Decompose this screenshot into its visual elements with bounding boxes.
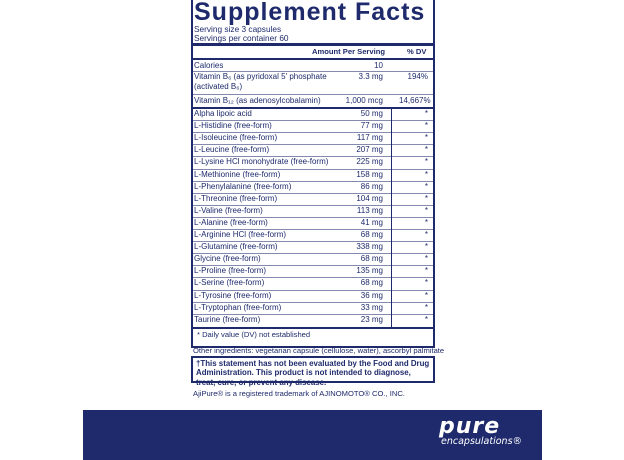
row-divider	[191, 71, 435, 72]
row-divider	[191, 229, 435, 230]
nutrient-name: Taurine (free-form)	[194, 314, 261, 324]
nutrient-amount: 77 mg	[360, 121, 383, 131]
serving-size: Serving size 3 capsules	[194, 24, 282, 34]
nutrient-amount: 33 mg	[360, 302, 383, 312]
nutrient-amount: 23 mg	[360, 314, 383, 324]
nutrient-dv: *	[424, 290, 428, 300]
nutrient-name: Glycine (free-form)	[194, 254, 261, 264]
nutrient-name: L-Glutamine (free-form)	[194, 242, 278, 252]
nutrient-name: L-Valine (free-form)	[194, 205, 263, 215]
header-thick-rule	[191, 43, 435, 46]
brand-tagline: encapsulations®	[441, 436, 523, 447]
nutrient-dv: *	[424, 121, 428, 131]
panel-title: Supplement Facts	[194, 0, 426, 26]
nutrient-name: L-Lysine HCl monohydrate (free-form)	[194, 157, 329, 167]
nutrient-dv: *	[424, 109, 428, 118]
servings-per-container: Servings per container 60	[194, 33, 289, 43]
nutrient-amount: 3.3 mg	[358, 72, 383, 81]
row-divider	[191, 181, 435, 182]
nutrient-amount: 10	[374, 61, 383, 70]
row-divider	[191, 314, 435, 315]
row-divider	[191, 94, 435, 95]
nutrient-amount: 41 mg	[360, 217, 383, 227]
nutrient-name: L-Histidine (free-form)	[194, 121, 272, 131]
nutrient-amount: 68 mg	[360, 278, 383, 288]
column-header-amount: Amount Per Serving	[312, 47, 385, 56]
nutrient-dv: *	[424, 242, 428, 252]
nutrient-dv: *	[424, 133, 428, 143]
row-divider	[191, 290, 435, 291]
nutrient-amount: 68 mg	[360, 230, 383, 239]
nutrient-name: L-Proline (free-form)	[194, 266, 267, 276]
nutrient-dv: *	[424, 169, 428, 179]
nutrient-name: L-Arginine HCl (free-form)	[194, 230, 287, 239]
nutrient-dv: *	[424, 181, 428, 191]
row-divider	[191, 132, 435, 133]
column-header-rule	[191, 58, 435, 60]
nutrient-name: L-Tryptophan (free-form)	[194, 302, 282, 312]
nutrient-dv: 194%	[407, 72, 428, 81]
row-divider	[191, 217, 435, 218]
nutrient-amount: 104 mg	[356, 193, 383, 203]
nutrient-amount: 36 mg	[360, 290, 383, 300]
nutrient-dv: *	[424, 193, 428, 203]
nutrient-name: L-Alanine (free-form)	[194, 217, 268, 227]
nutrient-dv: *	[424, 314, 428, 324]
row-divider	[191, 205, 435, 206]
table-bottom-rule	[191, 327, 435, 329]
row-divider	[191, 120, 435, 121]
nutrient-name: L-Threonine (free-form)	[194, 193, 278, 203]
nutrient-dv: *	[424, 230, 428, 239]
nutrient-amount: 207 mg	[356, 145, 383, 155]
row-divider	[191, 302, 435, 303]
row-divider	[191, 277, 435, 278]
nutrient-amount: 113 mg	[356, 205, 383, 215]
dv-column-divider	[391, 109, 392, 327]
nutrient-amount: 225 mg	[356, 157, 383, 167]
nutrient-dv: *	[424, 302, 428, 312]
nutrient-name: L-Isoleucine (free-form)	[194, 133, 278, 143]
nutrient-name: Vitamin B₆ (as pyridoxal 5' phosphate	[194, 72, 327, 81]
row-divider	[191, 253, 435, 254]
nutrient-name: L-Phenylalanine (free-form)	[194, 181, 292, 191]
brand-logo	[439, 416, 522, 447]
trademark-notice: AjiPure® is a registered trademark of AJINOMOTO® CO., INC.	[193, 389, 405, 398]
nutrient-name: L-Leucine (free-form)	[194, 145, 270, 155]
row-divider	[191, 265, 435, 266]
nutrient-amount: 68 mg	[360, 254, 383, 264]
nutrient-name: L-Tyrosine (free-form)	[194, 290, 272, 300]
other-ingredients: Other ingredients: vegetarian capsule (cellulose, water), ascorbyl palmitate	[193, 346, 445, 355]
row-divider	[191, 169, 435, 170]
nutrient-dv: *	[424, 266, 428, 276]
brand-name: pure	[439, 414, 501, 439]
row-divider	[191, 241, 435, 242]
nutrient-amount: 158 mg	[356, 169, 383, 179]
nutrient-dv: *	[424, 157, 428, 167]
nutrient-name: Calories	[194, 61, 224, 70]
nutrient-name-cont: (activated B₆)	[194, 82, 243, 91]
nutrient-name: Alpha lipoic acid	[194, 109, 252, 118]
nutrient-dv: *	[424, 254, 428, 264]
nutrient-amount: 135 mg	[356, 266, 383, 276]
row-divider	[191, 156, 435, 157]
column-header-dv: % DV	[407, 47, 427, 56]
nutrient-dv: 14,667%	[399, 96, 431, 105]
nutrient-name: Vitamin B₁₂ (as adenosylcobalamin)	[194, 96, 321, 105]
nutrient-amount: 338 mg	[356, 242, 383, 252]
nutrient-amount: 1,000 mcg	[345, 96, 383, 105]
fda-disclaimer: †This statement has not been evaluated by the Food and Drug Administration. This product is not intended to diagnose, treat, cure, or prevent any disease.	[191, 356, 435, 383]
nutrient-dv: *	[424, 217, 428, 227]
dv-footnote: * Daily value (DV) not established	[197, 330, 311, 339]
nutrient-amount: 86 mg	[360, 181, 383, 191]
nutrient-dv: *	[424, 278, 428, 288]
nutrient-amount: 50 mg	[360, 109, 383, 118]
nutrient-amount: 117 mg	[356, 133, 383, 143]
row-divider	[191, 193, 435, 194]
nutrient-name: L-Methionine (free-form)	[194, 169, 281, 179]
nutrient-dv: *	[424, 145, 428, 155]
nutrient-name: L-Serine (free-form)	[194, 278, 265, 288]
row-divider	[191, 144, 435, 145]
nutrient-dv: *	[424, 205, 428, 215]
section-thick-rule	[191, 107, 435, 109]
